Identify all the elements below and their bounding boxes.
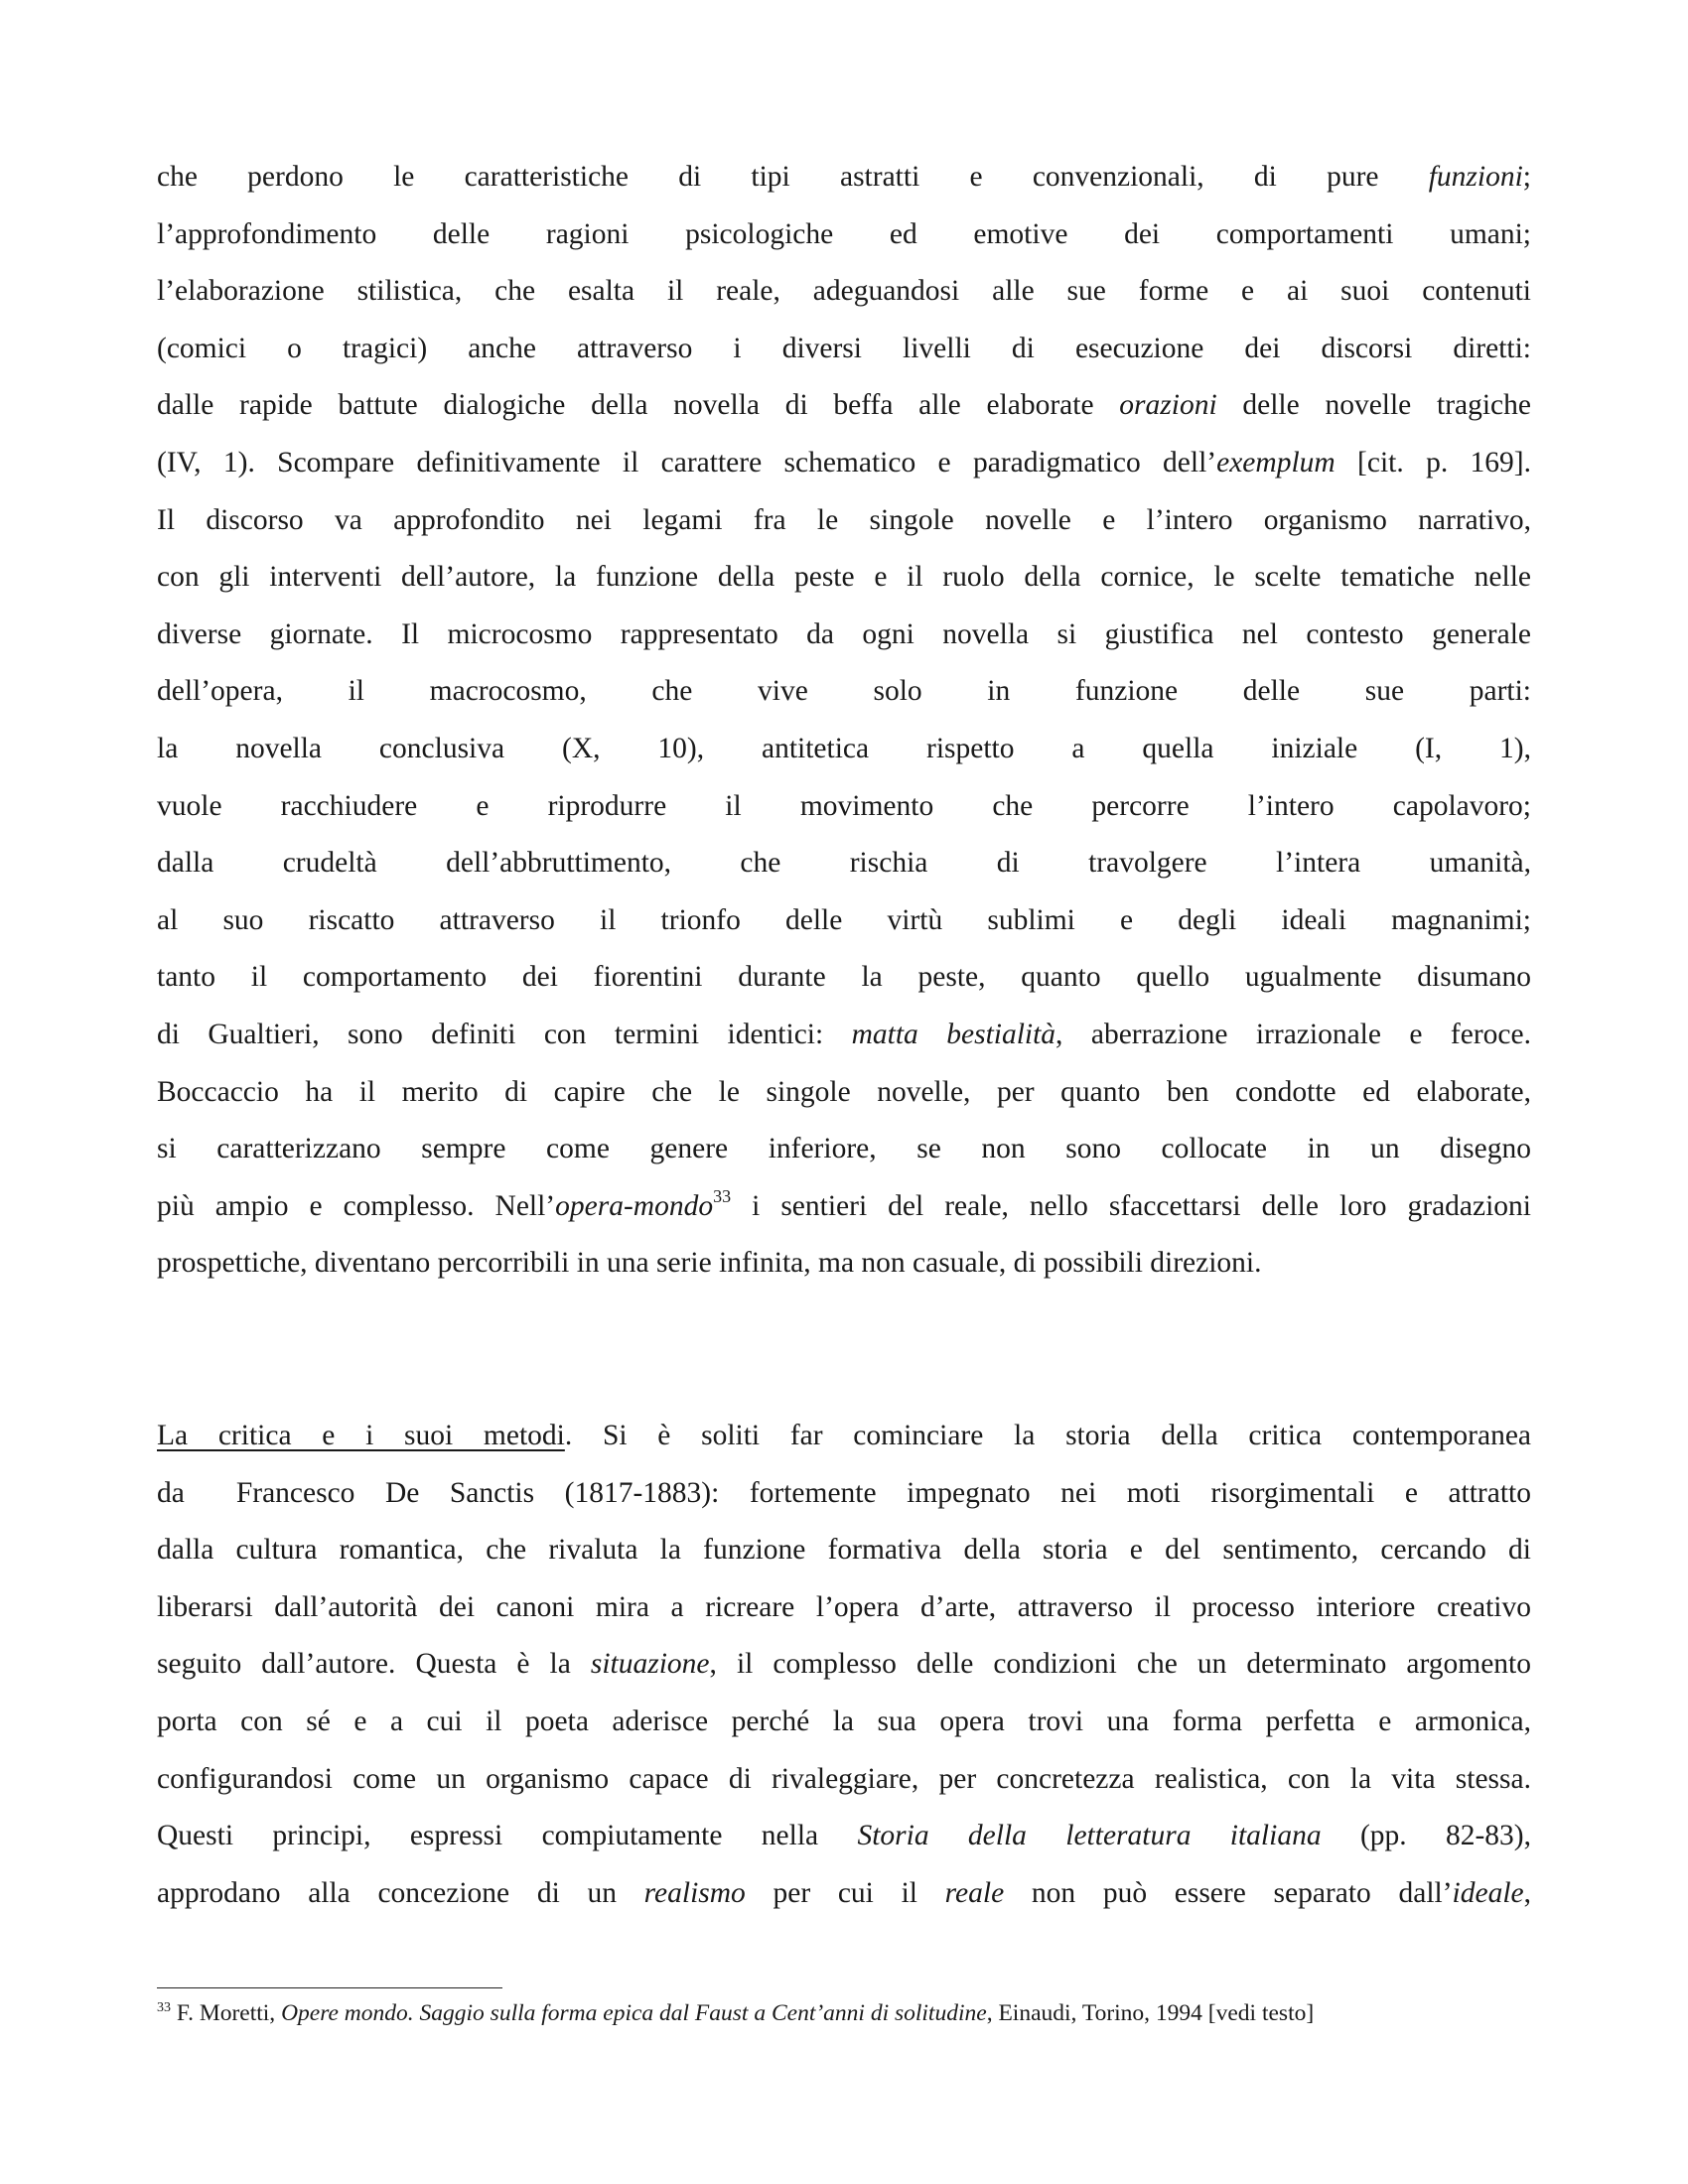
text-run: non può essere separato dall’ xyxy=(1004,1876,1453,1909)
text-line xyxy=(157,149,1531,206)
footnote-title: Opere mondo. Saggio sulla forma epica dal Faust a Cent’anni di solitudine xyxy=(281,2000,987,2026)
text-line: configurandosi come un organismo capace di rivaleggiare, per concretezza realistica, con la vita stessa. xyxy=(157,1762,1531,1795)
text-run: [cit. p. 169]. xyxy=(1335,446,1531,478)
footnote-number: 33 xyxy=(157,2000,171,2016)
text-line: dell’opera, il macrocosmo, che vive solo in funzione delle sue parti: xyxy=(157,675,1531,708)
italic-term: realismo xyxy=(643,1876,746,1909)
text-run: Francesco De Sanctis (1817-1883): fortemente impegnato nei moti risorgimentali e attratto xyxy=(235,1476,1531,1509)
text-line: la novella conclusiva (X, 10), antitetica rispetto a quella iniziale (I, 1), xyxy=(157,732,1531,764)
text-line: l’approfondimento delle ragioni psicologiche ed emotive dei comportamenti umani; xyxy=(157,217,1531,250)
section-heading: La critica e i suoi metodi xyxy=(157,1420,565,1451)
text-line: (comici o tragici) anche attraverso i diversi livelli di esecuzione dei discorsi diretti: xyxy=(157,332,1531,364)
text-line: liberarsi dall’autorità dei canoni mira a ricreare l’opera d’arte, attraverso il processo interiore creativo xyxy=(157,1590,1531,1623)
footnote-author: F. Moretti, xyxy=(171,2000,282,2026)
text-run: , xyxy=(1523,1876,1531,1909)
text-run: dalle rapide battute dialogiche della novella di beffa alle elaborate xyxy=(157,389,1120,422)
text-line: dalla crudeltà dell’abbruttimento, che rischia di travolgere l’intera umanità, xyxy=(157,847,1531,880)
footnote-33 xyxy=(157,1997,1537,2029)
italic-title: Storia della letteratura italiana xyxy=(857,1820,1322,1852)
text-line xyxy=(157,1465,1531,1523)
text-line: al suo riscatto attraverso il trionfo delle virtù sublimi e degli ideali magnanimi; xyxy=(157,903,1531,936)
text-line xyxy=(157,1178,1531,1236)
text-line xyxy=(157,377,1531,435)
text-line xyxy=(157,1408,1531,1465)
text-line: vuole racchiudere e riprodurre il movimento che percorre l’intero capolavoro; xyxy=(157,789,1531,822)
text-run: , il complesso delle condizioni che un determinato argomento xyxy=(709,1648,1531,1681)
text-line: tanto il comportamento dei fiorentini durante la peste, quanto quello ugualmente disumano xyxy=(157,961,1531,994)
footnote-separator xyxy=(157,1987,502,1988)
text-line: dalla cultura romantica, che rivaluta la funzione formativa della storia e del sentimento, cercando di xyxy=(157,1534,1531,1567)
italic-term: reale xyxy=(944,1876,1005,1909)
text-run: Questi principi, espressi compiutamente nella xyxy=(157,1820,858,1852)
text-run: ; xyxy=(1522,161,1531,193)
text-line: si caratterizzano sempre come genere inferiore, se non sono collocate in un disegno xyxy=(157,1133,1531,1165)
text-line: Il discorso va approfondito nei legami fra le singole novelle e l’intero organismo narrativo, xyxy=(157,503,1531,536)
text-run: che perdono le caratteristiche di tipi astratti e convenzionali, di pure xyxy=(157,161,1429,193)
italic-term: matta bestialità xyxy=(851,1018,1056,1050)
text-run: seguito dall’autore. Questa è la xyxy=(157,1648,591,1681)
text-line xyxy=(157,1808,1531,1865)
italic-term: opera-mondo xyxy=(555,1189,714,1222)
text-run: i sentieri del reale, nello sfaccettarsi delle loro gradazioni xyxy=(731,1189,1531,1222)
italic-term: funzioni xyxy=(1428,161,1523,193)
text-run: (pp. 82-83), xyxy=(1321,1820,1531,1852)
text-line: con gli interventi dell’autore, la funzione della peste e il ruolo della cornice, le scelte tematiche nelle xyxy=(157,561,1531,594)
text-line: diverse giornate. Il microcosmo rappresentato da ogni novella si giustifica nel contesto generale xyxy=(157,617,1531,650)
text-line: porta con sé e a cui il poeta aderisce perché la sua opera trovi una forma perfetta e armonica, xyxy=(157,1705,1531,1737)
text-run: (IV, 1). Scompare definitivamente il carattere schematico e paradigmatico dell’ xyxy=(157,446,1217,478)
footnote-reference[interactable]: 33 xyxy=(713,1185,732,1206)
italic-term: ideale xyxy=(1452,1876,1524,1909)
text-line xyxy=(157,435,1531,492)
text-run: più ampio e complesso. Nell’ xyxy=(157,1189,556,1222)
text-run: . Si è soliti far cominciare la storia della critica contemporanea xyxy=(564,1420,1531,1451)
italic-term: orazioni xyxy=(1119,389,1217,422)
text-run: approdano alla concezione di un xyxy=(157,1876,644,1909)
text-run: delle novelle tragiche xyxy=(1216,389,1531,422)
text-run: da xyxy=(157,1476,185,1509)
text-line xyxy=(157,1865,1531,1923)
text-line: Boccaccio ha il merito di capire che le singole novelle, per quanto ben condotte ed elaborate, xyxy=(157,1075,1531,1108)
italic-term: situazione xyxy=(590,1648,710,1681)
text-run: , aberrazione irrazionale e feroce. xyxy=(1055,1018,1531,1050)
text-line: prospettiche, diventano percorribili in una serie infinita, ma non casuale, di possibili direzioni. xyxy=(157,1247,1262,1280)
footnote-publication: , Einaudi, Torino, 1994 [vedi testo] xyxy=(986,2000,1315,2026)
text-line: l’elaborazione stilistica, che esalta il reale, adeguandosi alle sue forme e ai suoi contenuti xyxy=(157,275,1531,308)
italic-term: exemplum xyxy=(1216,446,1336,478)
text-line xyxy=(157,1007,1531,1064)
text-run: per cui il xyxy=(745,1876,945,1909)
text-run: di Gualtieri, sono definiti con termini identici: xyxy=(157,1018,852,1050)
body-paragraph-1 xyxy=(157,149,1531,1293)
body-paragraph-2 xyxy=(157,1408,1531,1922)
text-line xyxy=(157,1636,1531,1694)
